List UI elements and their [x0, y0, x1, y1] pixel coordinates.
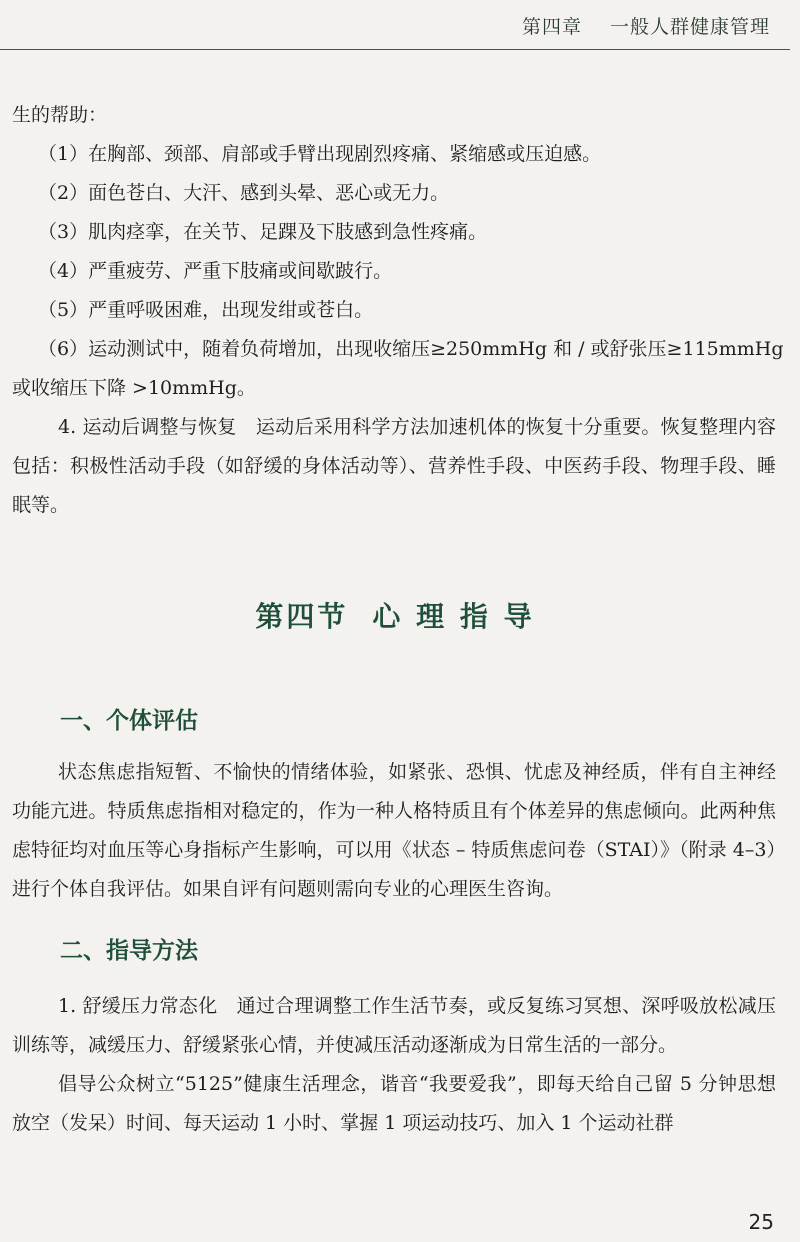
- methods-paragraph-1: 1. 舒缓压力常态化 通过合理调整工作生活节奏，或反复练习冥想、深呼吸放松减压训练等，减缓压力、舒缓紧张心情，并使减压活动逐渐成为日常生活的一部分。: [12, 995, 776, 1056]
- warning-item-2: （2）面色苍白、大汗、感到头晕、恶心或无力。: [38, 182, 450, 204]
- header-divider: [0, 49, 790, 50]
- warning-item-5: （5）严重呼吸困难，出现发绀或苍白。: [38, 299, 374, 321]
- running-header: [522, 12, 770, 39]
- page-number: 25: [748, 1210, 774, 1234]
- chapter-label: 第四章: [521, 16, 582, 38]
- assessment-paragraph: 状态焦虑指短暂、不愉快的情绪体验，如紧张、恐惧、忧虑及神经质，伴有自主神经功能亢进。特质焦虑指相对稳定的，作为一种人格特质且有个体差异的焦虑倾向。此两种焦虑特征均对血压等心身指标产生影响，可以用《状态 – 特质焦虑问卷（STAI）》（附录 4–3）进行个体自我评估。如果自评有问题则需向专业的心理医生咨询。: [12, 761, 776, 900]
- section-title: [0, 595, 790, 635]
- subsection-heading-assessment: 一、个体评估: [60, 708, 198, 734]
- warning-item-1: （1）在胸部、颈部、肩部或手臂出现剧烈疼痛、紧缩感或压迫感。: [38, 143, 602, 165]
- recovery-paragraph: 4. 运动后调整与恢复 运动后采用科学方法加速机体的恢复十分重要。恢复整理内容包括：积极性活动手段（如舒缓的身体活动等）、营养性手段、中医药手段、物理手段、睡眠等。: [12, 416, 776, 516]
- warning-item-3: （3）肌肉痉挛，在关节、足踝及下肢感到急性疼痛。: [38, 221, 488, 243]
- subsection-heading-methods: 二、指导方法: [60, 938, 198, 964]
- warning-item-4: （4）严重疲劳、严重下肢痛或间歇跛行。: [38, 260, 393, 282]
- warning-item-6-continuation: 或收缩压下降 >10mmHg。: [12, 377, 256, 399]
- warning-item-6: （6）运动测试中，随着负荷增加，出现收缩压≥250mmHg 和 / 或舒张压≥115mmHg: [38, 338, 784, 360]
- methods-paragraph-2: 倡导公众树立“5125”健康生活理念，谐音“我要爱我”，即每天给自己留 5 分钟思想放空（发呆）时间、每天运动 1 小时、掌握 1 项运动技巧、加入 1 个运动社群: [12, 1073, 776, 1134]
- page-body: [0, 96, 790, 1143]
- section-name: 心 理 指 导: [372, 600, 535, 633]
- section-number: 第四节: [255, 600, 349, 633]
- intro-line: 生的帮助：: [12, 104, 108, 126]
- chapter-title: 一般人群健康管理: [609, 16, 770, 38]
